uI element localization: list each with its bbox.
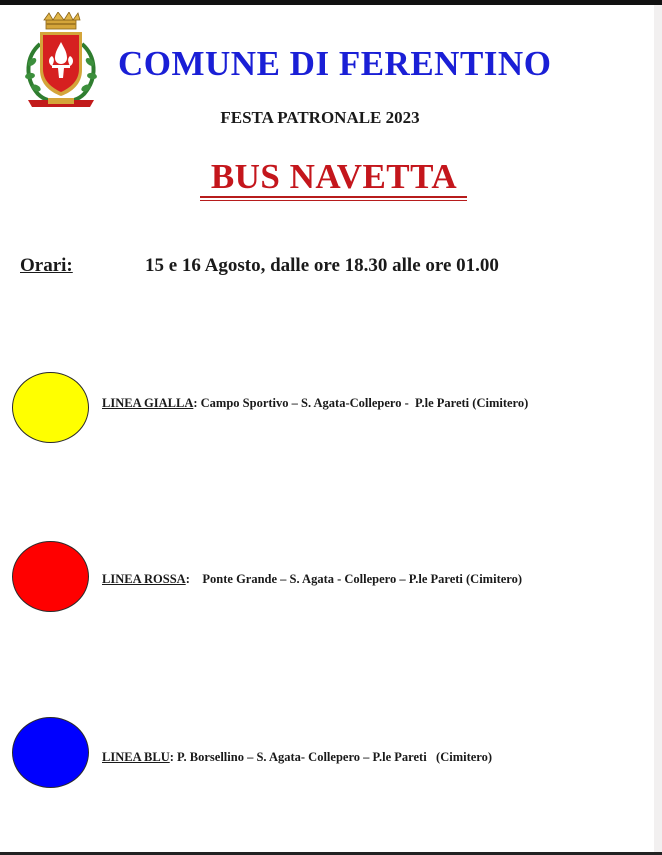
line-separator: :: [185, 572, 190, 586]
blue-line-dot: [12, 717, 89, 788]
heading-underline: [200, 196, 467, 198]
line-name: LINEA BLU: [102, 750, 170, 764]
schedule-label: Orari:: [20, 255, 73, 276]
line-route: P. Borsellino – S. Agata- Collepero – P.le Pareti (Cimitero): [173, 750, 493, 764]
event-subtitle: FESTA PATRONALE 2023: [220, 108, 420, 127]
line-separator: :: [193, 396, 198, 410]
line-route: Campo Sportivo – S. Agata-Collepero - P.le Pareti (Cimitero): [197, 396, 529, 410]
municipality-title: COMUNE DI FERENTINO: [118, 44, 552, 83]
schedule-value: 15 e 16 Agosto, dalle ore 18.30 alle ore 01.00: [145, 255, 499, 276]
red-line-dot: [12, 541, 89, 612]
heading-underline-thin: [200, 200, 467, 201]
right-edge: [654, 5, 662, 852]
line-item-rossa: [102, 572, 522, 587]
page-heading: BUS NAVETTA: [210, 157, 458, 196]
shield-icon: [40, 32, 82, 96]
crown-icon: [44, 12, 80, 29]
line-item-gialla: [102, 396, 528, 411]
yellow-line-dot: [12, 372, 89, 443]
line-route: Ponte Grande – S. Agata - Collepero – P.le Pareti (Cimitero): [189, 572, 523, 586]
top-border: [0, 0, 662, 5]
line-item-blu: [102, 750, 492, 765]
coat-of-arms-icon: [22, 12, 100, 110]
line-name: LINEA GIALLA: [102, 396, 194, 410]
line-separator: :: [169, 750, 174, 764]
line-name: LINEA ROSSA: [102, 572, 186, 586]
ribbon-icon: [28, 98, 94, 107]
